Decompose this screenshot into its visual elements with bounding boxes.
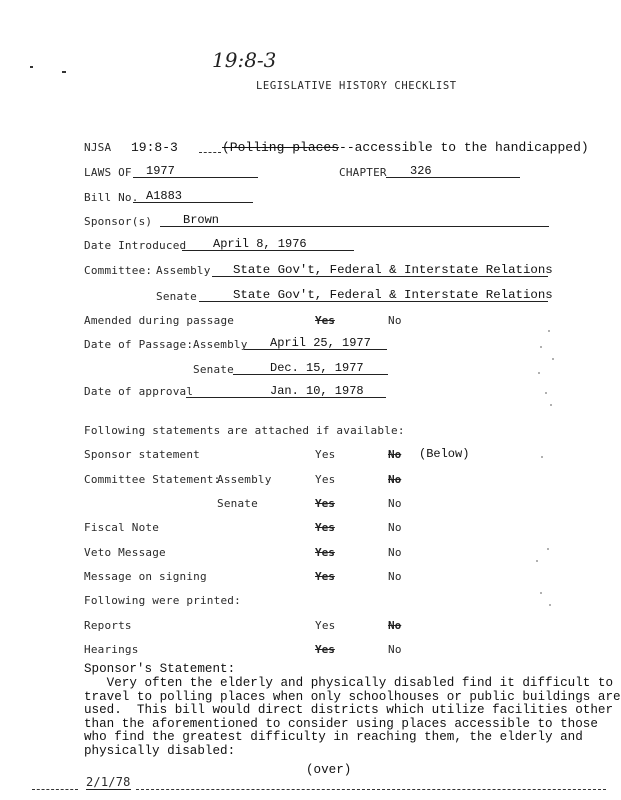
sponsor-value: Brown [183, 213, 220, 227]
scan-speck [547, 548, 549, 550]
approval-value: Jan. 10, 1978 [270, 384, 364, 398]
struck-description: (Polling places [222, 140, 340, 155]
scan-speck [548, 330, 550, 332]
passage-senate-label: Senate [193, 363, 234, 376]
scan-speck [541, 456, 543, 458]
committee-assembly-no-crossed: No [388, 473, 402, 486]
date-introduced-label: Date Introduced [84, 239, 187, 252]
veto-yes-crossed: Yes [315, 546, 335, 559]
reports-no-crossed: No [388, 619, 402, 632]
statement-heading: Sponsor's Statement: [84, 662, 236, 676]
footer-dash-left [32, 789, 78, 790]
statement-line: used. This bill would direct districts which utilize facilities other [84, 703, 614, 718]
fiscal-no: No [388, 521, 402, 534]
fiscal-yes-crossed: Yes [315, 521, 335, 534]
scan-speck [540, 346, 542, 348]
stray-mark [62, 71, 66, 73]
scan-speck [552, 358, 554, 360]
reports-yes: Yes [315, 619, 336, 632]
chapter-underline [386, 177, 520, 178]
passage-assembly-label: Assembly [193, 338, 248, 351]
hearings-yes-crossed: Yes [315, 643, 335, 656]
sponsor-statement-label: Sponsor statement [84, 448, 200, 461]
scan-speck [549, 604, 551, 606]
sponsor-statement-note: (Below) [419, 447, 470, 461]
passage-assembly-value: April 25, 1977 [270, 336, 371, 350]
statement-line: Very often the elderly and physically disabled find it difficult to [84, 676, 614, 690]
printed-heading: Following were printed: [84, 594, 241, 607]
committee-statement-assembly: Assembly [217, 473, 272, 486]
fiscal-note-label: Fiscal Note [84, 521, 160, 534]
sponsor-statement-yes: Yes [315, 448, 336, 461]
njsa-label: NJSA [84, 141, 112, 154]
committee-label: Committee: [84, 264, 153, 277]
scan-speck [545, 392, 547, 394]
sponsor-label: Sponsor(s) [84, 215, 153, 228]
description-rest: --accessible to the handicapped) [339, 140, 589, 155]
signing-yes-crossed: Yes [315, 570, 335, 583]
laws-label: LAWS OF [84, 166, 132, 179]
amended-label: Amended during passage [84, 314, 235, 327]
veto-no: No [388, 546, 402, 559]
approval-label: Date of approval [84, 385, 194, 398]
bill-value: A1883 [146, 189, 183, 203]
njsa-blank [199, 152, 221, 153]
page-title: LEGISLATIVE HISTORY CHECKLIST [256, 80, 457, 92]
statement-line: who find the greatest difficulty in reaching them, the elderly and [84, 730, 583, 745]
scan-speck [550, 404, 552, 406]
handwritten-statute-number: 19:8-3 [212, 48, 277, 72]
committee-assembly-value: State Gov't, Federal & Interstate Relations [233, 263, 553, 277]
committee-statement-senate: Senate [217, 497, 258, 510]
veto-message-label: Veto Message [84, 546, 166, 559]
passage-label: Date of Passage: [84, 338, 194, 351]
attached-heading: Following statements are attached if available: [84, 424, 405, 437]
njsa-number: 19:8-3 [131, 140, 178, 155]
footer-date: 2/1/78 [86, 775, 131, 789]
statement-body [84, 677, 621, 759]
reports-label: Reports [84, 619, 132, 632]
chapter-label: CHAPTER [339, 166, 387, 179]
njsa-description [222, 140, 589, 155]
scan-speck [536, 560, 538, 562]
scan-speck [540, 592, 542, 594]
signing-no: No [388, 570, 402, 583]
signing-message-label: Message on signing [84, 570, 207, 583]
committee-senate-no: No [388, 497, 402, 510]
sponsor-statement-no-crossed: No [388, 448, 402, 461]
committee-assembly-label: Assembly [156, 264, 211, 277]
bill-label: Bill No. [84, 191, 139, 204]
stray-mark [30, 66, 33, 68]
committee-senate-yes-crossed: Yes [315, 497, 335, 510]
amended-no: No [388, 314, 402, 327]
footer-dash-right [136, 789, 606, 790]
statement-line: physically disabled: [84, 743, 236, 758]
laws-value: 1977 [146, 164, 175, 178]
over-note: (over) [306, 763, 352, 777]
committee-assembly-yes: Yes [315, 473, 336, 486]
hearings-no: No [388, 643, 402, 656]
committee-senate-label: Senate [156, 290, 197, 303]
committee-statement-label: Committee Statement: [84, 473, 221, 486]
date-introduced-value: April 8, 1976 [213, 237, 307, 251]
chapter-value: 326 [410, 164, 432, 178]
statement-line: travel to polling places when only schoolhouses or public buildings are [84, 689, 621, 704]
passage-senate-value: Dec. 15, 1977 [270, 361, 364, 375]
hearings-label: Hearings [84, 643, 139, 656]
scan-speck [538, 372, 540, 374]
statement-line: than the aforementioned to consider using places accessible to those [84, 716, 598, 731]
committee-senate-value: State Gov't, Federal & Interstate Relations [233, 288, 553, 302]
amended-yes-crossed: Yes [315, 314, 335, 327]
